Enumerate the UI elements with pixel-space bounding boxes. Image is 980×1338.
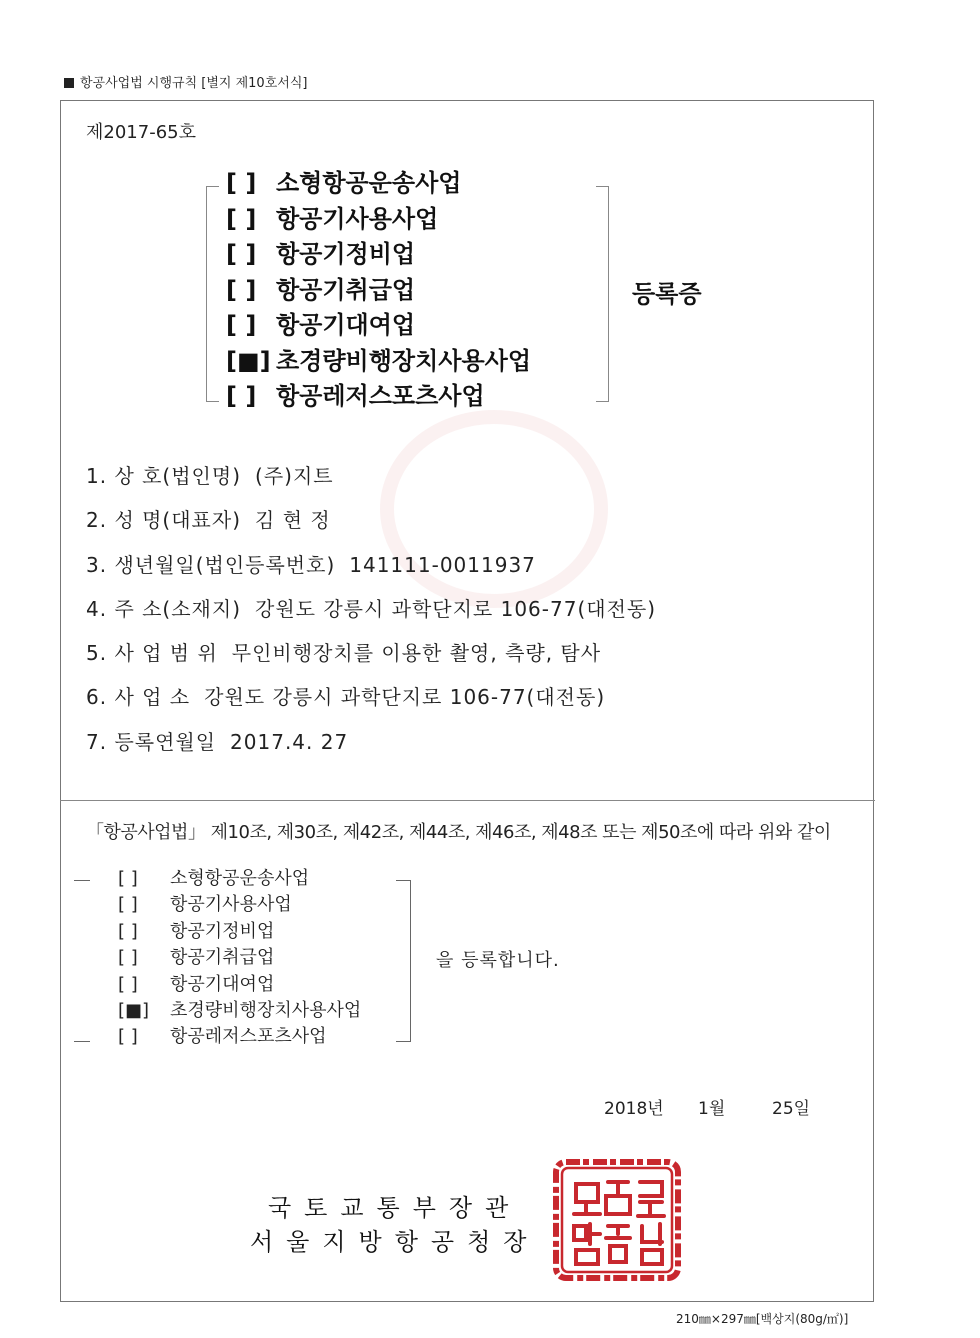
business-type-item-checked: [■] 초경량비행장치사용사업 bbox=[118, 998, 361, 1024]
business-type-item: [ ] 항공기정비업 bbox=[118, 919, 361, 945]
date-month: 1월 bbox=[698, 1099, 726, 1119]
paper-spec: 210㎜×297㎜[백상지(80g/㎡)] bbox=[676, 1312, 849, 1326]
field-row: 1. 상 호(법인명) (주)지트 bbox=[86, 464, 334, 488]
business-type-list bbox=[226, 166, 531, 415]
checkbox: [ ] bbox=[226, 382, 257, 410]
checkbox: [ ] bbox=[118, 973, 138, 995]
field-row: 7. 등록연월일 2017.4. 27 bbox=[86, 729, 349, 754]
checkbox: [ ] bbox=[226, 275, 257, 304]
business-type-item: [ ] 항공레저스포츠사업 bbox=[118, 1024, 361, 1050]
business-type-item: [ ] 항공기대여업 bbox=[226, 308, 531, 344]
form-label: 항공사업법 시행규칙 [별지 제10호서식] bbox=[64, 72, 307, 91]
field-row: 3. 생년월일(법인등록번호) 141111-0011937 bbox=[86, 552, 536, 577]
business-type-item: [ ] 항공기사용사업 bbox=[226, 202, 531, 238]
field-row: 5. 사 업 범 위 무인비행장치를 이용한 촬영, 측량, 탐사 bbox=[86, 641, 602, 666]
checkbox: [ ] bbox=[118, 947, 138, 969]
checkbox: [ ] bbox=[226, 311, 257, 339]
issuer-line-1: 국토교통부장관 bbox=[268, 1194, 522, 1222]
business-type-item: [ ] 소형항공운송사업 bbox=[226, 166, 531, 202]
business-type-item: [ ] 항공기정비업 bbox=[226, 237, 531, 273]
official-seal-stamp bbox=[546, 1150, 688, 1290]
business-type-item: [ ] 항공레저스포츠사업 bbox=[226, 379, 531, 415]
business-type-item: [ ] 항공기취급업 bbox=[118, 945, 361, 971]
right-bracket bbox=[596, 186, 609, 402]
register-suffix: 을 등록합니다. bbox=[436, 950, 560, 971]
date-day: 25일 bbox=[772, 1099, 811, 1119]
business-type-item-checked: [■] 초경량비행장치사용사업 bbox=[226, 344, 531, 380]
business-type-item: [ ] 항공기사용사업 bbox=[118, 892, 361, 918]
checkbox: [ ] bbox=[226, 169, 257, 197]
checkbox: [ ] bbox=[118, 868, 138, 889]
right-bracket bbox=[396, 880, 411, 1042]
issuer-line-2: 서울지방항공청장 bbox=[250, 1228, 540, 1256]
checkbox-checked: [■] bbox=[118, 999, 150, 1021]
doc-number: 제2017-65호 bbox=[86, 122, 196, 143]
business-type-item: [ ] 항공기대여업 bbox=[118, 972, 361, 998]
checkbox-checked: [■] bbox=[226, 346, 271, 375]
checkbox: [ ] bbox=[226, 240, 257, 268]
date-year: 2018년 bbox=[604, 1099, 664, 1119]
left-bracket bbox=[74, 880, 90, 1042]
field-row: 6. 사 업 소 강원도 강릉시 과학단지로 106-77(대전동) bbox=[86, 685, 606, 710]
legal-basis-text: 「항공사업법」 제10조, 제30조, 제42조, 제44조, 제46조, 제48조 또는 제50조에 따라 위와 같이 bbox=[86, 822, 831, 843]
certificate-title: 등록증 bbox=[632, 280, 702, 308]
section-divider bbox=[60, 800, 875, 801]
registration-fields bbox=[86, 460, 656, 770]
checkbox: [ ] bbox=[118, 1026, 138, 1048]
left-bracket bbox=[206, 186, 219, 402]
checkbox: [ ] bbox=[226, 204, 257, 233]
seal-graphic bbox=[546, 1150, 688, 1290]
field-row: 2. 성 명(대표자) 김 현 정 bbox=[86, 508, 331, 533]
field-row: 4. 주 소(소재지) 강원도 강릉시 과학단지로 106-77(대전동) bbox=[86, 596, 657, 621]
square-bullet-icon bbox=[64, 78, 74, 88]
checkbox: [ ] bbox=[118, 894, 138, 916]
checkbox: [ ] bbox=[118, 920, 138, 942]
business-type-list-small bbox=[118, 866, 361, 1051]
business-type-item: [ ] 항공기취급업 bbox=[226, 273, 531, 309]
business-type-item: [ ] 소형항공운송사업 bbox=[118, 866, 361, 892]
